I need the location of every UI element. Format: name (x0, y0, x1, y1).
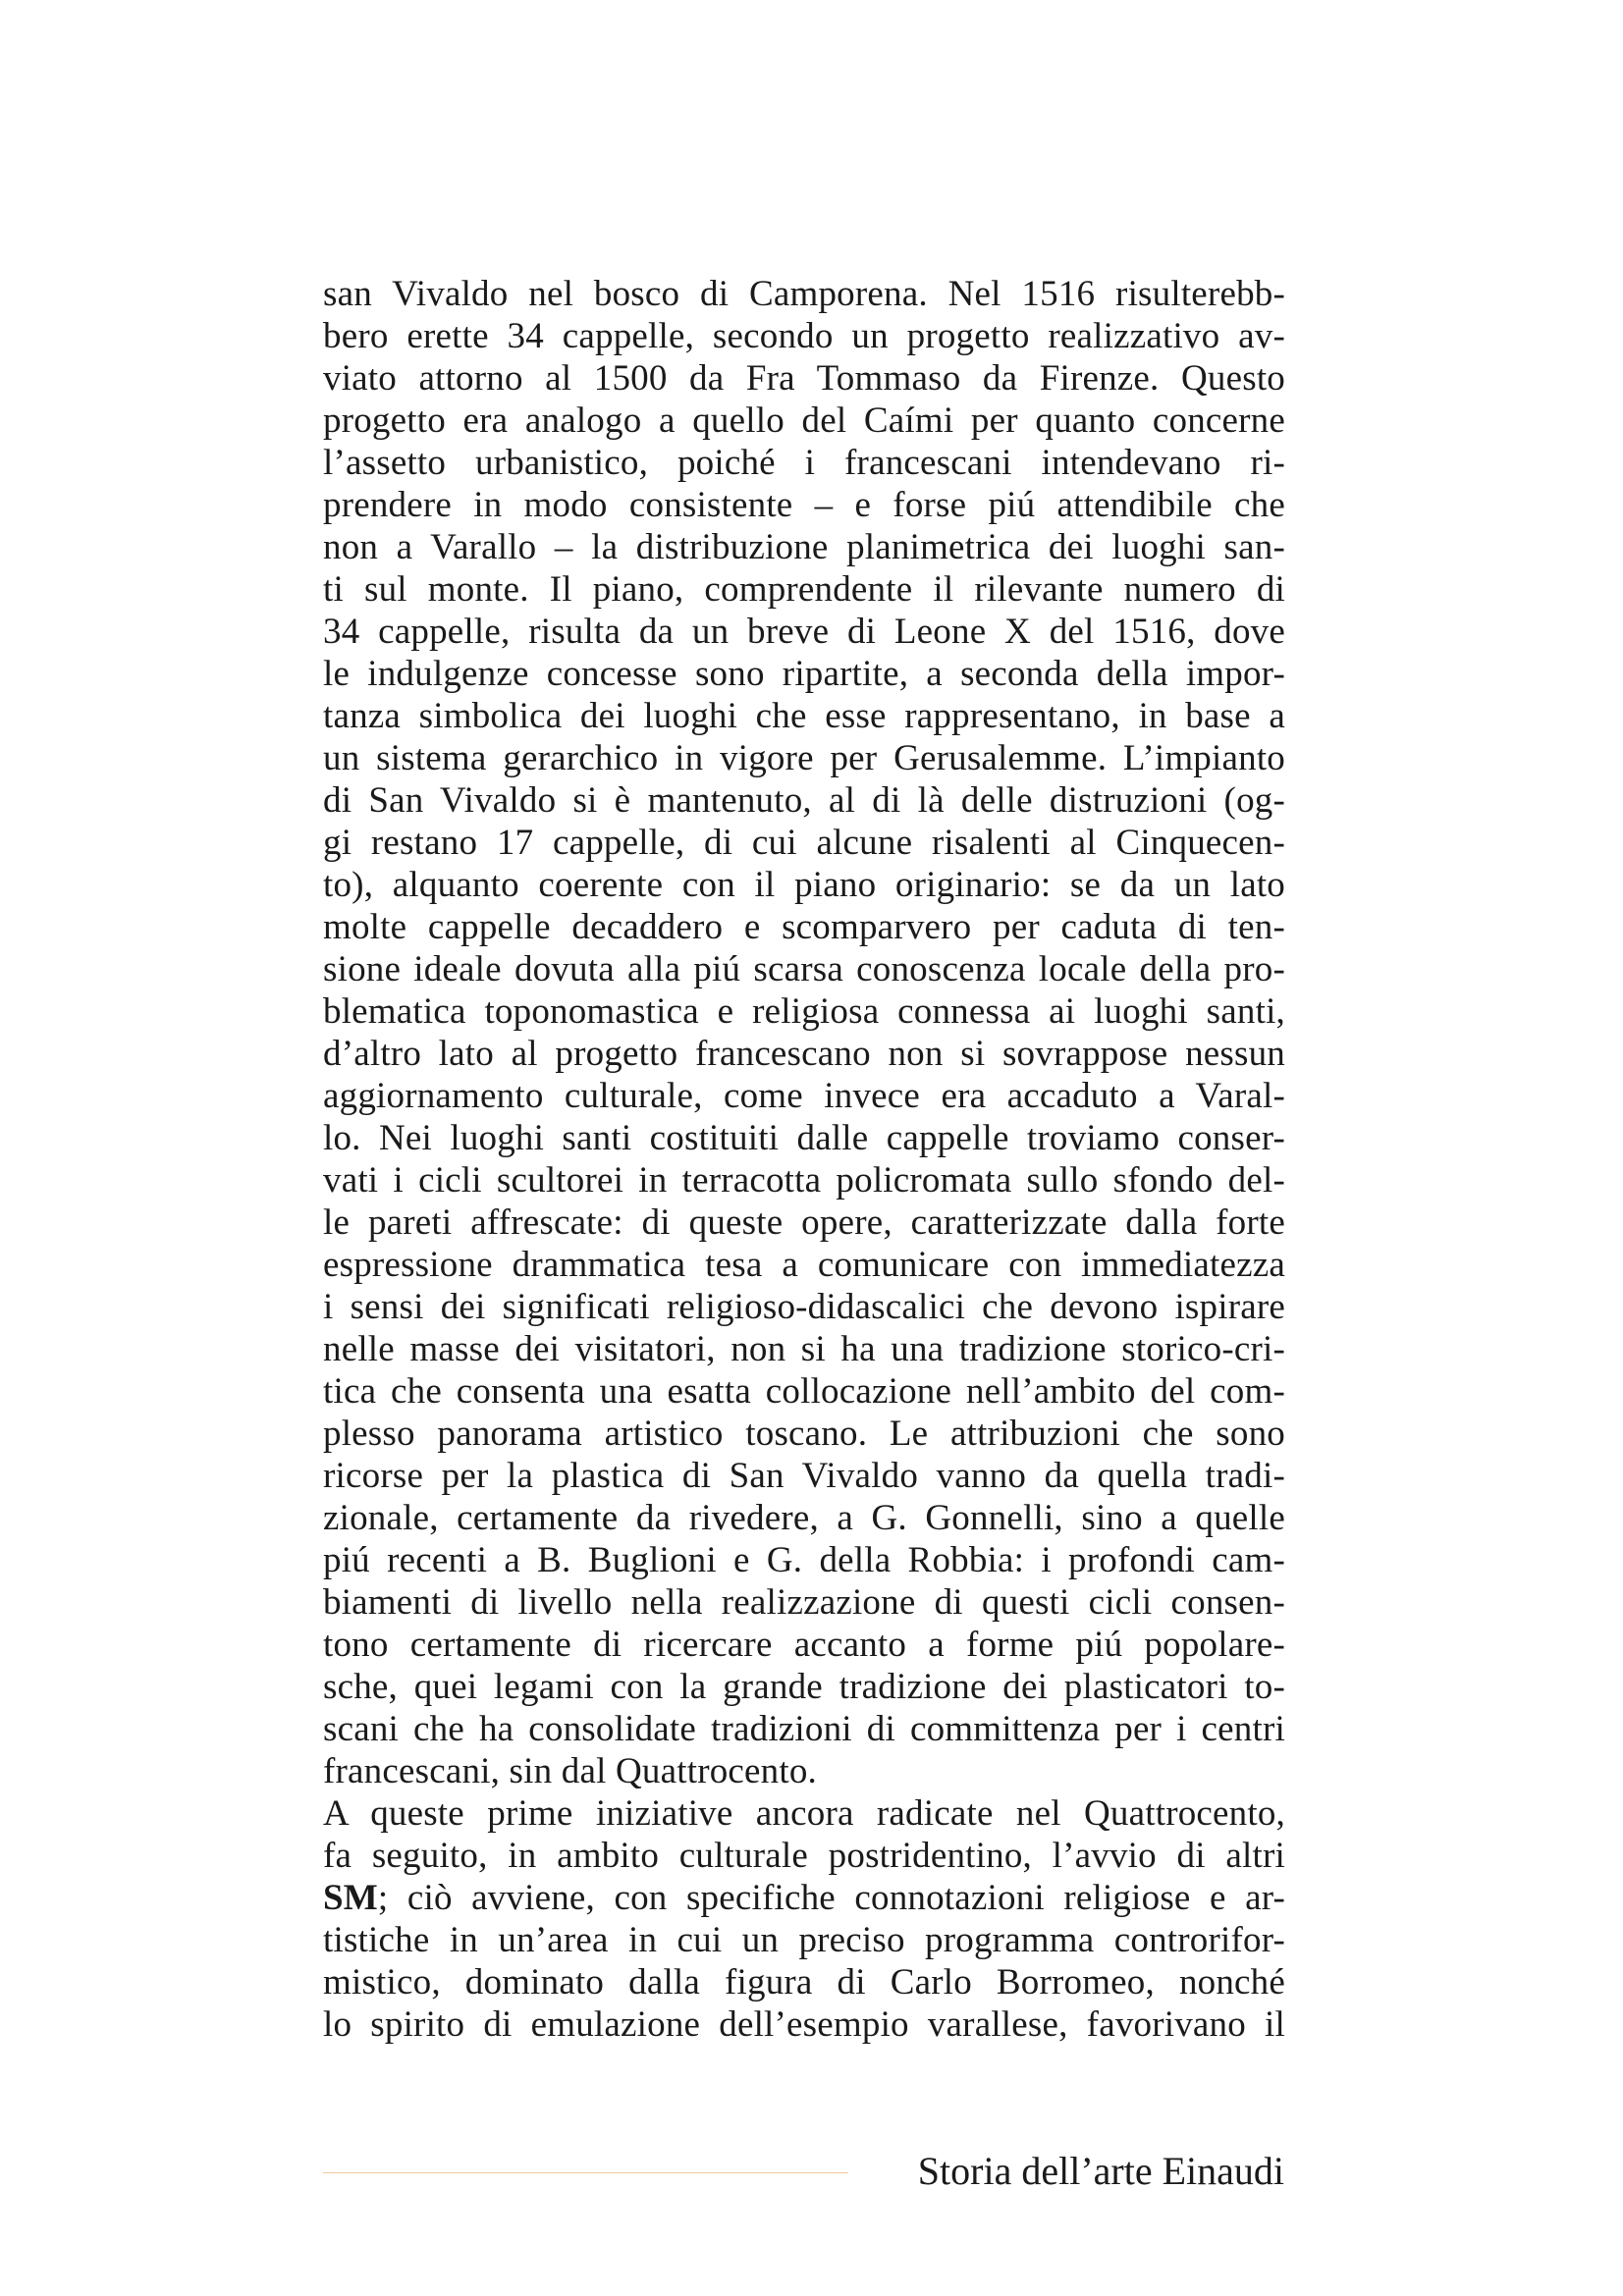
body-text (323, 273, 1285, 2046)
text-line: vati i cicli scultorei in terracotta policromata sullo sfondo del- (323, 1160, 1285, 1201)
text-line: prendere in modo consistente – e forse piú attendibile che (323, 485, 1285, 525)
text-line: lo spirito di emulazione dell’esempio varallese, favorivano il (323, 2004, 1285, 2045)
text-line: le pareti affrescate: di queste opere, caratterizzate dalla forte (323, 1202, 1285, 1243)
text-line: piú recenti a B. Buglioni e G. della Robbia: i profondi cam- (323, 1540, 1285, 1580)
text-line: 34 cappelle, risulta da un breve di Leone X del 1516, dove (323, 612, 1285, 652)
text-line: d’altro lato al progetto francescano non si sovrappose nessun (323, 1034, 1285, 1074)
text-line: i sensi dei significati religioso-didascalici che devono ispirare (323, 1287, 1285, 1327)
text-line: di San Vivaldo si è mantenuto, al di là delle distruzioni (og- (323, 780, 1285, 821)
text-line: progetto era analogo a quello del Caími per quanto concerne (323, 400, 1285, 441)
text-line: gi restano 17 cappelle, di cui alcune risalenti al Cinquecen- (323, 823, 1285, 863)
text-line: molte cappelle decaddero e scomparvero per caduta di ten- (323, 907, 1285, 947)
text-line: non a Varallo – la distribuzione planimetrica dei luoghi san- (323, 527, 1285, 567)
text-line: sione ideale dovuta alla piú scarsa conoscenza locale della pro- (323, 949, 1285, 989)
text-line: to), alquanto coerente con il piano originario: se da un lato (323, 865, 1285, 905)
text-line: fa seguito, in ambito culturale postridentino, l’avvio di altri (323, 1836, 1285, 1876)
text-line: blematica toponomastica e religiosa connessa ai luoghi santi, (323, 991, 1285, 1032)
text-line: scani che ha consolidate tradizioni di committenza per i centri (323, 1709, 1285, 1749)
text-line: A queste prime iniziative ancora radicate nel Quattrocento, (323, 1793, 1285, 1834)
text-line: san Vivaldo nel bosco di Camporena. Nel 1516 risulterebb- (323, 274, 1285, 314)
text-line: plesso panorama artistico toscano. Le attribuzioni che sono (323, 1414, 1285, 1454)
text-line: le indulgenze concesse sono ripartite, a seconda della impor- (323, 654, 1285, 694)
text-line: lo. Nei luoghi santi costituiti dalle cappelle troviamo conser- (323, 1118, 1285, 1158)
text-line: mistico, dominato dalla figura di Carlo Borromeo, nonché (323, 1962, 1285, 2002)
footer-series-title: Storia dell’arte Einaudi (917, 2149, 1284, 2193)
text-line: l’assetto urbanistico, poiché i francescani intendevano ri- (323, 443, 1285, 483)
paragraph-1 (323, 273, 1285, 1792)
text-line: francescani, sin dal Quattrocento. (323, 1751, 818, 1791)
text-line (323, 1877, 1285, 1919)
text-line: tanza simbolica dei luoghi che esse rappresentano, in base a (323, 696, 1285, 736)
text-line: espressione drammatica tesa a comunicare con immediatezza (323, 1245, 1285, 1285)
text-line: tica che consenta una esatta collocazione nell’ambito del com- (323, 1371, 1285, 1412)
text-line: ti sul monte. Il piano, comprendente il rilevante numero di (323, 569, 1285, 610)
abbreviation-sm: SM (323, 1878, 378, 1918)
text-line: tono certamente di ricercare accanto a forme piú popolare- (323, 1625, 1285, 1665)
text-line: tistiche in un’area in cui un preciso programma controrifor- (323, 1920, 1285, 1960)
text-line: biamenti di livello nella realizzazione di questi cicli consen- (323, 1582, 1285, 1623)
text-line: bero erette 34 cappelle, secondo un progetto realizzativo av- (323, 316, 1285, 356)
text-line: nelle masse dei visitatori, non si ha una tradizione storico-cri- (323, 1329, 1285, 1369)
footer-divider (323, 2172, 848, 2173)
text-line: ricorse per la plastica di San Vivaldo vanno da quella tradi- (323, 1456, 1285, 1496)
text-line: viato attorno al 1500 da Fra Tommaso da Firenze. Questo (323, 358, 1285, 399)
text-line: un sistema gerarchico in vigore per Gerusalemme. L’impianto (323, 738, 1285, 778)
text-line-rest: ; ciò avviene, con specifiche connotazioni religiose e ar- (377, 1878, 1285, 1918)
text-line: aggiornamento culturale, come invece era accaduto a Varal- (323, 1076, 1285, 1116)
text-line: zionale, certamente da rivedere, a G. Gonnelli, sino a quelle (323, 1498, 1285, 1538)
text-line: sche, quei legami con la grande tradizione dei plasticatori to- (323, 1667, 1285, 1707)
paragraph-2 (323, 1792, 1285, 2046)
